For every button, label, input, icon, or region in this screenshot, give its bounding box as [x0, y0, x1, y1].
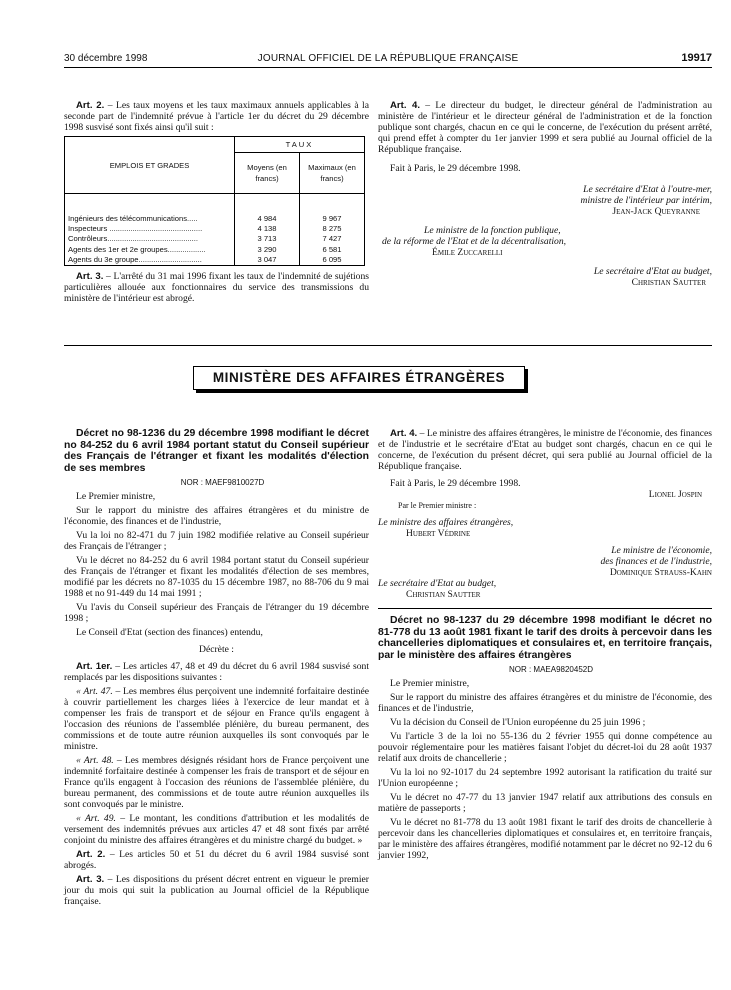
sig2-role2: de la réforme de l'Etat et de la décentralisation,	[382, 236, 567, 247]
bud-role: Le secrétaire d'Etat au budget,	[378, 578, 497, 589]
taux-moyens-cell	[235, 194, 300, 266]
decree2-q5: Vu la loi no 92-1017 du 24 septembre 1992 autorisant la ratification du traité sur l'Union européenne ;	[378, 767, 712, 789]
page-header	[64, 51, 712, 68]
decree2-q7: Vu le décret no 81-778 du 13 août 1981 fixant le tarif des droits de chancellerie à percevoir dans les chancelleries diplomatiques et consulaires et, en territoire français, par le ministère des affaires étrangères, modifié notamment par le décret no 92-12 du 6 janvier 1992,	[378, 817, 712, 861]
decree1-art49-text: – Le montant, les conditions d'attribution et les modalités de versement des indemnités prévues aux articles 47 et 48 sont fixés par arrêté conjoint du ministre des affaires étrangères et du ministre chargé du budget. »	[64, 813, 369, 846]
taux-max-value: 7 427	[322, 234, 342, 244]
decree2-q4: Vu l'article 3 de la loi no 55-136 du 2 février 1955 qui donne compétence au pouvoir réglementaire pour les matières faisant l'objet du décret-loi du 28 août 1937 relatif aux droits de chancellerie ;	[378, 731, 712, 764]
decree1-art4-text: – Le ministre des affaires étrangères, le ministre de l'économie, des finances et de l'industrie et le secrétaire d'Etat au budget sont chargés, chacun en ce qui le concerne, de l'exécution du présent décret, qui sera publié au Journal officiel de la République française.	[378, 428, 712, 472]
taux-labels-cell	[65, 194, 235, 266]
top-right-column	[378, 100, 712, 288]
decree1-art1	[64, 661, 369, 683]
taux-row-label: Inspecteurs ............................................	[68, 224, 203, 234]
decree1-art2-label: Art. 2.	[76, 849, 106, 860]
decree1-art48-text: – Les membres désignés résidant hors de France perçoivent une indemnité forfaitaire destinée à compenser les frais de transport et de séjour en France qu'ils engagent à l'occasion des réunions de l'assemblée plénière, du bureau permanent, des commissions et de toute autre réunion auxquelles ils sont convoqués par le ministre.	[64, 755, 369, 810]
decree1-p1: Le Premier ministre,	[76, 491, 156, 502]
decree1-p4: Vu le décret no 84-252 du 6 avril 1984 portant statut du Conseil supérieur des Français de l'étranger et fixant les modalités d'élection de ses membres, modifié par les décrets no 87-1035 du 15 décembre 1987, no 88-706 du 9 mai 1988 et no 91-449 du 14 mai 1991 ;	[64, 555, 369, 599]
header-page-number: 19917	[681, 52, 712, 64]
decree1-art2-text: – Les articles 50 et 51 du décret du 6 avril 1984 susvisé sont abrogés.	[64, 849, 369, 871]
decree1-art49	[64, 813, 369, 846]
top-art2	[64, 100, 369, 133]
taux-table	[64, 136, 365, 266]
taux-max-value: 6 095	[322, 254, 342, 264]
taux-moyen-value: 3 047	[257, 254, 277, 264]
decree1-art47-text: – Les membres élus perçoivent une indemnité forfaitaire destinée à couvrir partiellement les charges liées à l'exercice de leur mandat et à compenser les frais de transport et de séjour en France qu'ils engagent à l'occasion des réunions de l'assemblée plénière, du bureau permanent, des commissions et de toute autre réunion auxquelles ils sont convoqués par le ministre.	[64, 686, 370, 752]
sig1-role2: ministre de l'intérieur par intérim,	[580, 195, 712, 206]
taux-max-value: 6 581	[322, 244, 342, 254]
top-left-column	[64, 100, 369, 307]
pm-name: Lionel Jospin	[648, 489, 702, 500]
sig3-name: Christian Sautter	[631, 277, 706, 288]
taux-row-label: Agents du 3e groupe..............................	[68, 254, 202, 264]
sig2-role1: Le ministre de la fonction publique,	[424, 225, 561, 236]
taux-header-emplois: EMPLOIS ET GRADES	[65, 137, 235, 194]
decree1-art48-label: « Art. 48.	[76, 755, 114, 766]
decree1-art2	[64, 849, 369, 871]
mae-role: Le ministre des affaires étrangères,	[378, 517, 514, 528]
ministry-banner: MINISTÈRE DES AFFAIRES ÉTRANGÈRES	[193, 366, 525, 390]
decree1-art1-text: – Les articles 47, 48 et 49 du décret du 6 avril 1984 susvisé sont remplacés par les dispositions suivantes :	[64, 661, 369, 683]
sig1-name: Jean-Jack Queyranne	[612, 206, 700, 217]
taux-header-taux: TAUX	[235, 137, 365, 153]
decree1-art49-label: « Art. 49.	[76, 813, 116, 824]
top-art3	[64, 271, 369, 304]
taux-moyen-value: 4 984	[257, 214, 277, 223]
decree1-art48	[64, 755, 369, 810]
top-art3-label: Art. 3.	[76, 271, 104, 283]
decree1-nor: NOR : MAEF9810027D	[180, 478, 265, 487]
right-column	[378, 428, 712, 864]
eco-role2: des finances et de l'industrie,	[600, 556, 712, 567]
taux-max-value: 8 275	[322, 224, 342, 234]
decree1-art3-label: Art. 3.	[76, 874, 105, 885]
decree1-title: Décret no 98-1236 du 29 décembre 1998 modifiant le décret no 84-252 du 6 avril 1984 portant statut du Conseil supérieur des Français de l'étranger et fixant les modalités d'élection de ses membres	[64, 428, 369, 474]
taux-col-moyens: Moyens (en francs)	[235, 153, 300, 194]
sig1-role1: Le secrétaire d'Etat à l'outre-mer,	[583, 184, 712, 195]
top-art2-label: Art. 2.	[76, 100, 105, 111]
top-art4-label: Art. 4.	[390, 100, 421, 111]
decree1-p6: Le Conseil d'Etat (section des finances) entendu,	[76, 627, 263, 638]
taux-row-label: Ingénieurs des télécommunications.....	[68, 214, 198, 223]
taux-moyen-value: 3 713	[257, 234, 277, 244]
top-art2-text: – Les taux moyens et les taux maximaux annuels applicables à la seconde part de l'indemnité prévue à l'article 1er du décret du 29 décembre 1998 susvisé sont fixés ainsi qu'il suit :	[64, 100, 369, 133]
decree2-title: Décret no 98-1237 du 29 décembre 1998 modifiant le décret no 81-778 du 13 août 1981 fixant le tarif des droits à percevoir dans les chancelleries diplomatiques et consulaires et, en territoire français, par le ministère des affaires étrangères	[378, 615, 712, 661]
taux-max-value: 9 967	[322, 214, 342, 223]
taux-moyen-value: 3 290	[257, 244, 277, 254]
top-art4	[378, 100, 712, 155]
decree1-art3	[64, 874, 369, 907]
decree1-art4	[378, 428, 712, 472]
decree2-q1: Le Premier ministre,	[390, 678, 470, 689]
decree1-art3-text: – Les dispositions du présent décret entrent en vigueur le premier jour du mois qui suit la publication au Journal officiel de la République française.	[64, 874, 369, 907]
sig2-name: Émile Zuccarelli	[432, 247, 503, 258]
decree2-q3: Vu la décision du Conseil de l'Union européenne du 25 juin 1996 ;	[390, 717, 646, 728]
decree1-decrete: Décrète :	[199, 644, 234, 655]
bud-name: Christian Sautter	[406, 589, 481, 600]
header-journal-title: JOURNAL OFFICIEL DE LA RÉPUBLIQUE FRANÇAISE	[257, 53, 519, 64]
taux-max-cell	[300, 194, 365, 266]
top-fait: Fait à Paris, le 29 décembre 1998.	[390, 163, 521, 174]
section-rule	[64, 345, 712, 346]
taux-col-maximaux: Maximaux (en francs)	[300, 153, 365, 194]
decree1-art47	[64, 686, 369, 752]
mae-name: Hubert Védrine	[406, 528, 471, 539]
decree1-p3: Vu la loi no 82-471 du 7 juin 1982 modifiée relative au Conseil supérieur des Français de l'étranger ;	[64, 530, 369, 552]
top-art3-text: – L'arrêté du 31 mai 1996 fixant les taux de l'indemnité de sujétions particulières allouée aux fonctionnaires du service des transmissions du ministère de l'intérieur est abrogé.	[64, 271, 369, 305]
decree1-fait: Fait à Paris, le 29 décembre 1998.	[390, 478, 521, 489]
taux-row-label: Contrôleurs...........................................	[68, 234, 198, 244]
decree1-p5: Vu l'avis du Conseil supérieur des Français de l'étranger du 19 décembre 1998 ;	[64, 602, 369, 624]
sig3-role: Le secrétaire d'Etat au budget,	[593, 266, 712, 277]
eco-role1: Le ministre de l'économie,	[611, 545, 712, 556]
decree2-q6: Vu le décret no 47-77 du 13 janvier 1947 relatif aux attributions des consuls en matière de passeports ;	[378, 792, 712, 814]
top-art4-text: – Le directeur du budget, le directeur général de l'administration au ministère de l'intérieur et le directeur général de l'administration et de la fonction publique sont chargés, chacun en ce qui le concerne, de l'exécution du présent arrêté, qui prend effet à compter du 1er janvier 1999 et sera publié au Journal officiel de la République française.	[378, 100, 712, 155]
decree1-p2: Sur le rapport du ministre des affaires étrangères et du ministre de l'économie, des finances et de l'industrie,	[64, 505, 369, 527]
header-date: 30 décembre 1998	[64, 53, 148, 64]
decree2-q2: Sur le rapport du ministre des affaires étrangères et du ministre de l'économie, des finances et de l'industrie,	[378, 692, 712, 714]
taux-moyen-value: 4 138	[257, 224, 277, 234]
par-premier-ministre: Par le Premier ministre :	[398, 501, 477, 510]
decree1-art1-label: Art. 1er.	[76, 661, 113, 672]
decree1-art4-label: Art. 4.	[390, 428, 418, 439]
decree-separator	[378, 608, 712, 609]
left-column	[64, 428, 369, 910]
decree1-art47-label: « Art. 47.	[76, 686, 113, 697]
taux-row-label: Agents des 1er et 2e groupes..................	[68, 244, 206, 254]
eco-name: Dominique Strauss-Kahn	[609, 567, 712, 578]
decree2-nor: NOR : MAEA9820452D	[508, 665, 594, 674]
